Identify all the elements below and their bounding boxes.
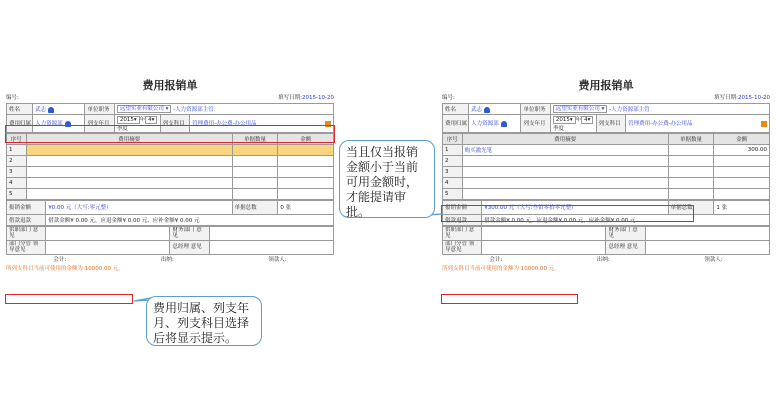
count-cell[interactable] <box>232 177 278 188</box>
table-row[interactable] <box>443 166 770 177</box>
form-title: 费用报销单 <box>142 79 198 92</box>
amount-cell[interactable] <box>714 177 770 188</box>
receipt-count-label: 单据总数 <box>232 200 278 214</box>
finance-opinion-label: 财务部门 意见 <box>170 226 209 240</box>
accountant-label: 会计: <box>489 256 503 263</box>
highlight-box-attribution-row <box>5 125 335 143</box>
highlight-box-total-row <box>441 205 694 222</box>
name-field[interactable]: 武志 <box>469 104 521 115</box>
count-cell[interactable] <box>668 177 714 188</box>
period-label: 列支年月 <box>521 115 550 133</box>
gm-opinion-field[interactable] <box>645 240 769 254</box>
col-header-count: 单据数量 <box>668 133 714 144</box>
amount-cell[interactable] <box>278 166 334 177</box>
attribution-field[interactable]: 人力资源部 <box>33 115 85 133</box>
table-row[interactable] <box>7 166 334 177</box>
summary-cell[interactable] <box>26 166 232 177</box>
col-header-amount: 金额 <box>278 133 334 144</box>
name-label: 姓名 <box>7 104 33 115</box>
summary-cell[interactable] <box>462 155 668 166</box>
amount-cell[interactable] <box>278 188 334 199</box>
leader-opinion-field[interactable] <box>46 240 170 254</box>
row-number: 3 <box>443 166 463 177</box>
period-field[interactable]: 2015▾ 年 4▾ 季度 <box>550 115 596 133</box>
quarter-select[interactable]: 4▾ <box>145 116 157 124</box>
expense-form-right <box>442 78 770 273</box>
total-value: ¥300.00 元（大写:叁佰零拾零元整） <box>482 200 668 214</box>
period-field[interactable]: 2015▾ 年 4▾ 季度 <box>114 115 160 133</box>
summary-cell[interactable] <box>462 177 668 188</box>
post-label: 单位职务 <box>521 104 550 115</box>
summary-cell[interactable]: 购买激光笔 <box>462 144 668 155</box>
finance-opinion-field[interactable] <box>645 226 769 240</box>
row-number: 5 <box>7 188 27 199</box>
gm-opinion-label: 总经理 意见 <box>170 240 209 254</box>
subject-label: 列支科目 <box>596 115 625 133</box>
receipt-count-value: 0 张 <box>278 200 334 214</box>
leader-opinion-label: 部门分管 领导意见 <box>443 240 482 254</box>
available-amount-warning: 所列支科目当前可使用的金额为 10000.00 元。 <box>6 265 124 272</box>
row-number: 2 <box>443 155 463 166</box>
callout-left: 费用归属、列支年月、列支科目选择后将显示提示。 <box>146 296 262 346</box>
col-header-summary: 费用摘要 <box>462 133 668 144</box>
count-cell[interactable] <box>668 155 714 166</box>
summary-cell[interactable] <box>462 188 668 199</box>
finance-opinion-label: 财务部门 意见 <box>606 226 645 240</box>
user-picker-icon[interactable] <box>484 107 490 113</box>
row-number: 1 <box>7 144 27 155</box>
attribution-field[interactable]: 人力资源部 <box>469 115 521 133</box>
highlight-box-warning-left <box>5 294 133 304</box>
count-cell[interactable] <box>232 155 278 166</box>
table-row[interactable] <box>443 177 770 188</box>
count-cell[interactable] <box>668 188 714 199</box>
summary-table <box>6 200 334 226</box>
row-number: 5 <box>443 188 463 199</box>
post-field[interactable]: 远望实业有限公司 ▾ -人力资源部主管 <box>550 104 769 115</box>
amount-cell[interactable]: 300.00 <box>714 144 770 155</box>
form-meta <box>442 93 770 103</box>
row-number: 2 <box>7 155 27 166</box>
total-value: ¥0.00 元（大写:零元整） <box>46 200 232 214</box>
subject-field[interactable]: 管理费用-办公费-办公用品 <box>190 115 334 133</box>
cashier-label: 出纳: <box>160 256 174 263</box>
receipt-count-value: 1 张 <box>714 200 770 214</box>
form-title: 费用报销单 <box>578 79 634 92</box>
form-header-table <box>442 103 770 133</box>
detail-table <box>442 133 770 200</box>
subject-picker-icon[interactable] <box>761 121 767 127</box>
form-number-label: 编号: <box>442 95 455 101</box>
loan-label: 借款退款 <box>443 214 482 225</box>
name-label: 姓名 <box>443 104 469 115</box>
gm-opinion-field[interactable] <box>209 240 333 254</box>
total-label: 报销金额 <box>443 200 482 214</box>
fill-date: 填写日期:2015-10-20 <box>278 95 334 101</box>
row-number: 1 <box>443 144 463 155</box>
callout-right: 当且仅当报销金额小于当前可用金额时，才能提请审批。 <box>339 140 435 218</box>
col-header-no: 序号 <box>7 133 27 144</box>
post-field[interactable]: 远望实业有限公司 ▾ -人力资源部主管 <box>114 104 333 115</box>
table-row[interactable] <box>7 177 334 188</box>
year-select[interactable]: 2015▾ <box>553 116 576 124</box>
company-select[interactable]: 远望实业有限公司 ▾ <box>553 105 608 113</box>
loan-value: 借款金额¥ 0.00 元，应退金额¥ 0.00 元，应补金额¥ 0.00 元 <box>46 214 334 225</box>
finance-opinion-field[interactable] <box>209 226 333 240</box>
subject-field[interactable]: 管理费用-办公费-办公用品 <box>626 115 770 133</box>
table-row[interactable] <box>443 155 770 166</box>
form-meta <box>6 93 334 103</box>
attribution-label: 费用归属 <box>7 115 33 133</box>
total-label: 报销金额 <box>7 200 46 214</box>
form-number-label: 编号: <box>6 95 19 101</box>
loan-label: 借款退款 <box>7 214 46 225</box>
quarter-select[interactable]: 4▾ <box>581 116 593 124</box>
subject-label: 列支科目 <box>160 115 189 133</box>
name-field[interactable]: 武志 <box>33 104 85 115</box>
highlight-box-warning-right <box>441 294 578 304</box>
opinion-table <box>6 226 334 255</box>
user-picker-icon[interactable] <box>48 107 54 113</box>
dept-opinion-label: 供职部门 意见 <box>7 226 46 240</box>
count-cell[interactable] <box>232 188 278 199</box>
col-header-count: 单据数量 <box>232 133 278 144</box>
amount-cell[interactable] <box>278 177 334 188</box>
gm-opinion-label: 总经理 意见 <box>606 240 645 254</box>
cashier-label: 出纳: <box>596 256 610 263</box>
dept-opinion-field[interactable] <box>46 226 170 240</box>
expense-form-left <box>6 78 334 273</box>
opinion-table <box>442 226 770 255</box>
count-cell[interactable] <box>232 144 278 155</box>
summary-cell[interactable] <box>26 144 232 155</box>
accountant-label: 会计: <box>53 256 67 263</box>
summary-cell[interactable] <box>462 166 668 177</box>
count-cell[interactable] <box>668 144 714 155</box>
col-header-no: 序号 <box>443 133 463 144</box>
leader-opinion-field[interactable] <box>482 240 606 254</box>
row-number: 4 <box>7 177 27 188</box>
col-header-summary: 费用摘要 <box>26 133 232 144</box>
signature-line <box>442 255 770 265</box>
summary-cell[interactable] <box>26 177 232 188</box>
table-row[interactable] <box>443 188 770 199</box>
summary-cell[interactable] <box>26 188 232 199</box>
available-amount-warning: 所列支科目当前可使用的金额为 10000.00 元。 <box>442 265 560 272</box>
company-select[interactable]: 远望实业有限公司 ▾ <box>117 105 172 113</box>
year-select[interactable]: 2015▾ <box>117 116 140 124</box>
loan-value: 借款金额¥ 0.00 元，应退金额¥ 0.00 元，应补金额¥ 0.00 元 <box>482 214 770 225</box>
dept-picker-icon[interactable] <box>501 121 507 127</box>
row-number: 4 <box>443 177 463 188</box>
post-label: 单位职务 <box>85 104 114 115</box>
fill-date: 填写日期:2015-10-20 <box>714 95 770 101</box>
amount-cell[interactable] <box>714 166 770 177</box>
count-cell[interactable] <box>232 166 278 177</box>
leader-opinion-label: 部门分管 领导意见 <box>7 240 46 254</box>
table-row[interactable] <box>7 188 334 199</box>
receipt-count-label: 单据总数 <box>668 200 714 214</box>
attribution-label: 费用归属 <box>443 115 469 133</box>
count-cell[interactable] <box>668 166 714 177</box>
signature-line <box>6 255 334 265</box>
amount-cell[interactable] <box>278 144 334 155</box>
handler-label: 领款人: <box>704 256 723 263</box>
dept-opinion-label: 供职部门 意见 <box>443 226 482 240</box>
handler-label: 领款人: <box>268 256 287 263</box>
table-row[interactable] <box>7 155 334 166</box>
amount-cell[interactable] <box>714 155 770 166</box>
table-row[interactable] <box>7 144 334 155</box>
col-header-amount: 金额 <box>714 133 770 144</box>
callout-tail-right <box>0 0 1 1</box>
dept-opinion-field[interactable] <box>482 226 606 240</box>
table-row[interactable] <box>443 144 770 155</box>
amount-cell[interactable] <box>714 188 770 199</box>
summary-cell[interactable] <box>26 155 232 166</box>
period-label: 列支年月 <box>85 115 114 133</box>
row-number: 3 <box>7 166 27 177</box>
amount-cell[interactable] <box>278 155 334 166</box>
